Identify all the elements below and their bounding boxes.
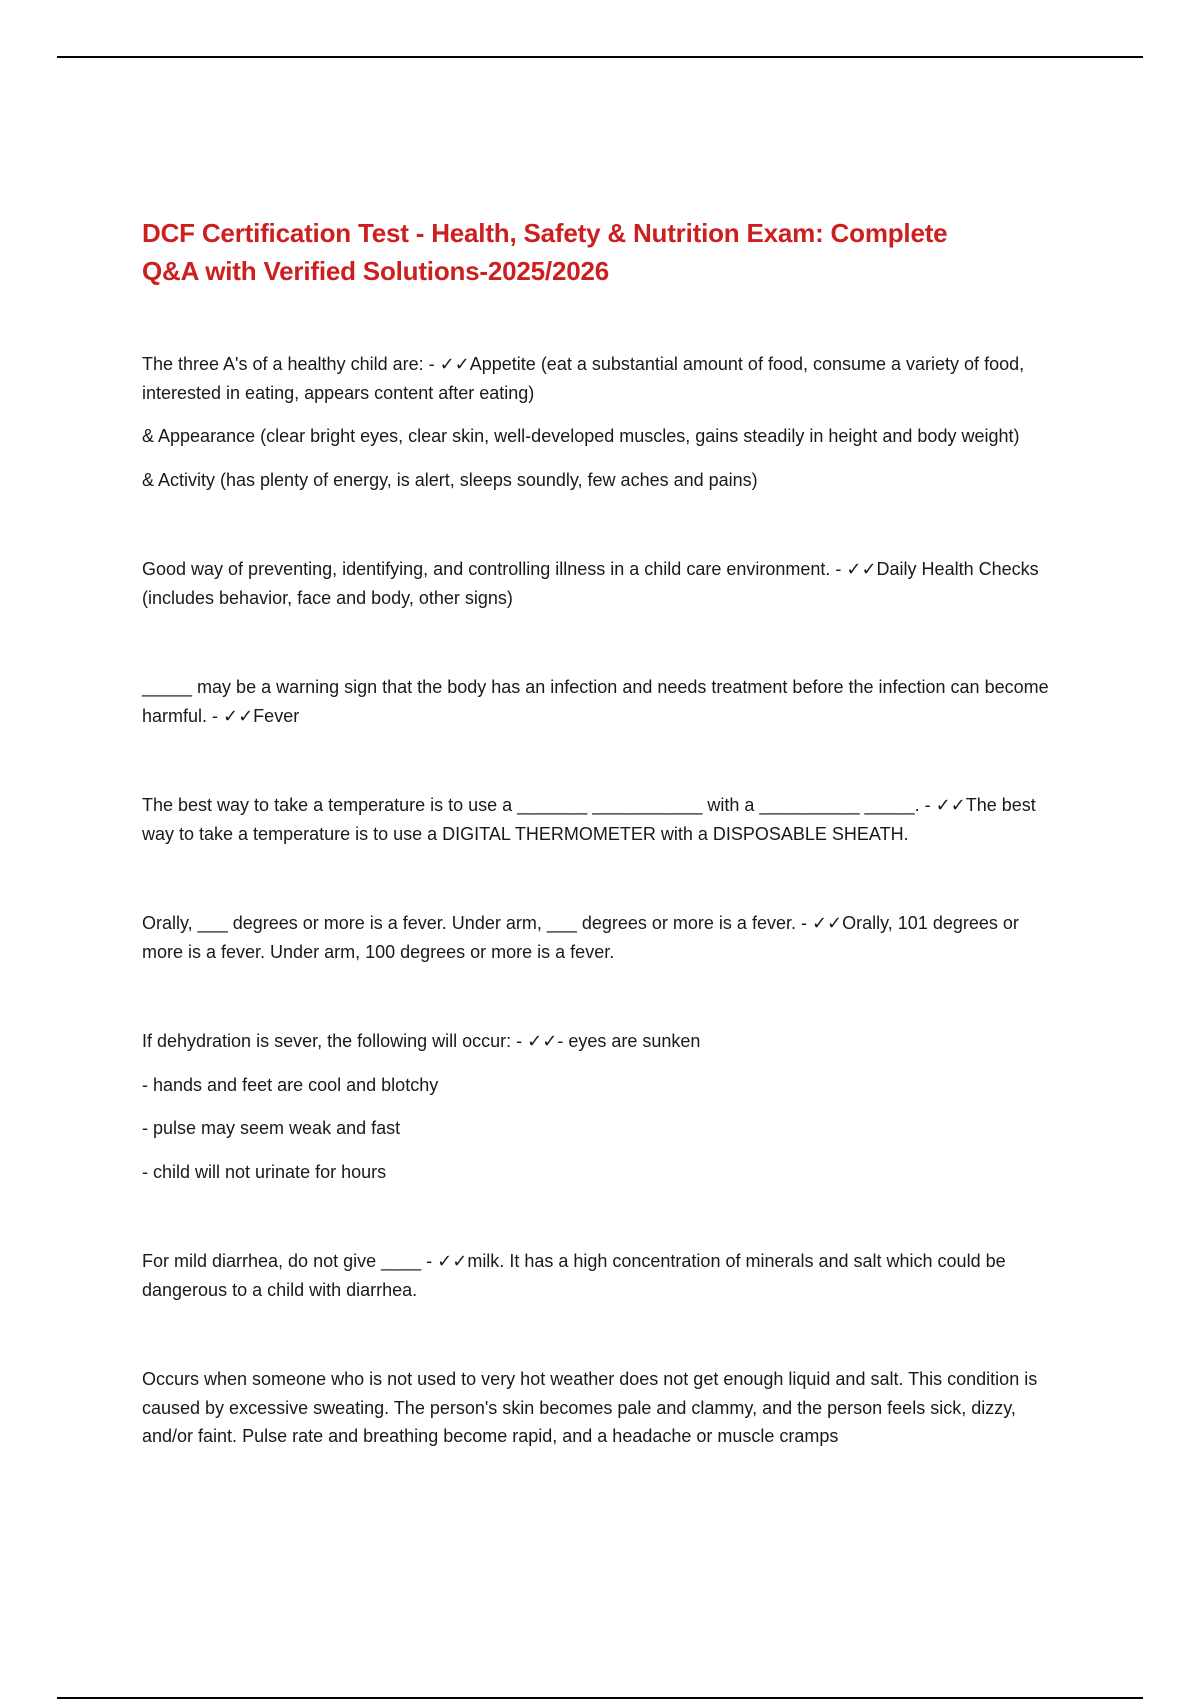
qa-paragraph: - hands and feet are cool and blotchy [142,1074,439,1095]
document-title-line-1: DCF Certification Test - Health, Safety & Nutrition Exam: Complete [142,218,948,248]
qa-item-3 [142,673,1062,730]
page-bottom-rule [57,1697,1143,1699]
qa-item-4 [142,791,1062,848]
document-body [142,214,1062,1512]
qa-item-6 [142,1027,1062,1186]
qa-item-7 [142,1247,1062,1304]
qa-paragraph: Occurs when someone who is not used to very hot weather does not get enough liquid and salt. This condition is caused by excessive sweating. The person's skin becomes pale and clammy, and the person feels sick, dizzy, and/or faint. Pulse rate and breathing become rapid, and a headache or muscle cramps [142,1369,1038,1446]
qa-paragraph: _____ may be a warning sign that the body has an infection and needs treatment before the infection can become harmful. - ✓✓Fever [142,677,1049,726]
qa-paragraph: Good way of preventing, identifying, and controlling illness in a child care environment. - ✓✓Daily Health Checks (includes behavior, face and body, other signs) [142,559,1039,608]
page-top-rule [57,56,1143,58]
document-title [142,214,1062,290]
qa-paragraph: - pulse may seem weak and fast [142,1118,401,1138]
qa-paragraph: If dehydration is sever, the following will occur: - ✓✓- eyes are sunken [142,1031,701,1051]
qa-paragraph: & Appearance (clear bright eyes, clear skin, well-developed muscles, gains steadily in height and body weight) [142,426,1020,446]
qa-paragraph: For mild diarrhea, do not give ____ - ✓✓milk. It has a high concentration of minerals and salt which could be dangerous to a child with diarrhea. [142,1251,1006,1300]
qa-item-1 [142,350,1062,494]
qa-paragraph: & Activity (has plenty of energy, is alert, sleeps soundly, few aches and pains) [142,469,758,490]
qa-paragraph: Orally, ___ degrees or more is a fever. Under arm, ___ degrees or more is a fever. - ✓✓Orally, 101 degrees or more is a fever. Under arm, 100 degrees or more is a fever. [142,913,1019,962]
qa-paragraph: The three A's of a healthy child are: - ✓✓Appetite (eat a substantial amount of food, consume a variety of food, interested in eating, appears content after eating) [142,354,1025,403]
qa-paragraph: - child will not urinate for hours [142,1161,387,1182]
qa-item-5 [142,909,1062,966]
qa-item-8 [142,1365,1062,1451]
document-title-line-2: Q&A with Verified Solutions-2025/2026 [142,256,609,286]
qa-item-2 [142,555,1062,612]
qa-paragraph: The best way to take a temperature is to use a _______ ___________ with a __________ _____. - ✓✓The best way to take a temperature is to use a DIGITAL THERMOMETER with a DISPOSABLE SHEATH. [142,795,1036,844]
